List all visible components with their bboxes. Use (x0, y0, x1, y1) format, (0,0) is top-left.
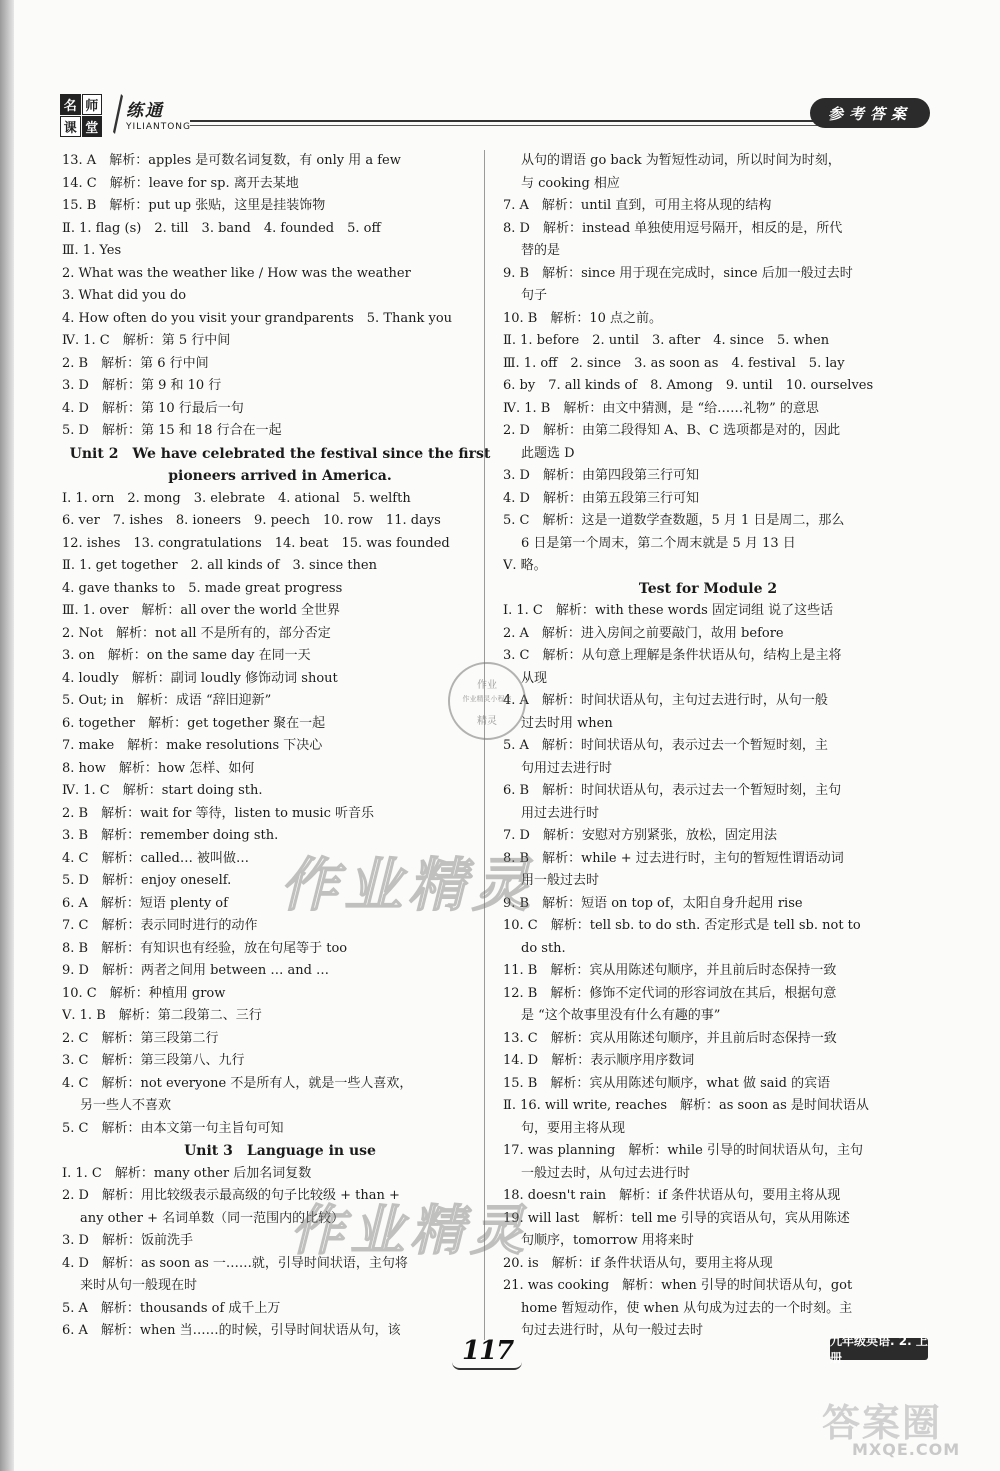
right-column (503, 150, 913, 1343)
section-badge: 参考答案 (810, 98, 930, 128)
answer-line: 4. gave thanks to 5. made great progress (62, 580, 343, 596)
answer-line: 9. B 解析：since 用于现在完成时，since 后加一般过去时 (503, 265, 853, 281)
answer-line: 2. B 解析：wait for 等待，listen to music 听音乐 (62, 805, 375, 821)
answer-line: 3. B 解析：remember doing sth. (62, 828, 279, 843)
answer-line: 7. A 解析：until 直到，可用主将从现的结构 (503, 198, 772, 213)
answer-line: 6. by 7. all kinds of 8. Among 9. until 10. ourselves (503, 378, 874, 393)
book-tag: 九年级英语. 2. 上册 (830, 1334, 928, 1365)
column-divider (484, 150, 485, 1340)
logo-char: 课 (60, 116, 81, 137)
answer-line: Ⅱ. 1. get together 2. all kinds of 3. since then (62, 558, 377, 573)
answer-line: 13. A 解析：apples 是可数名词复数，有 only 用 a few (62, 153, 401, 168)
corner-watermark (822, 1392, 992, 1466)
answer-line: 5. C 解析：由本文第一句主旨句可知 (62, 1120, 284, 1136)
answer-line: Ⅲ. 1. off 2. since 3. as soon as 4. festival 5. lay (503, 355, 845, 371)
answer-line: do sth. (521, 940, 566, 956)
brand-subtitle: YILIANTONG (126, 122, 191, 132)
answer-line: 8. how 解析：how 怎样、如何 (62, 760, 255, 776)
watermark-text: 作业精灵 (280, 851, 537, 919)
answer-line: 一般过去时，从句过去进行时 (521, 1165, 691, 1181)
answer-line: 3. on 解析：on the same day 在同一天 (62, 648, 311, 663)
answer-line: 是 “这个故事里没有什么有趣的事” (521, 1008, 721, 1023)
answer-line: 5. A 解析：时间状语从句，表示过去一个暂短时刻，主 (503, 738, 828, 753)
brand-title: 练通 (126, 101, 164, 121)
answer-line: 2. Not 解析：not all 不是所有的，部分否定 (62, 625, 331, 641)
answer-line: 3. D 解析：第 9 和 10 行 (62, 378, 222, 393)
answer-line: 18. doesn't rain 解析：if 条件状语从句，要用主将从现 (503, 1188, 841, 1203)
stamp-text-top: 作业 (477, 680, 497, 691)
answer-line: 19. will last 解析：tell me 引导的宾语从句，宾从用陈述 (503, 1210, 850, 1226)
answer-line: Ⅲ. 1. over 解析：all over the world 全世界 (62, 603, 341, 618)
answer-line: 来时从句一般现在时 (80, 1278, 198, 1293)
answer-line: Ⅰ. 1. C 解析：with these words 固定词组 说了这些话 (503, 603, 834, 618)
answer-line: 句用过去进行时 (521, 760, 613, 776)
answer-line: 6. together 解析：get together 聚在一起 (62, 715, 326, 731)
corner-watermark-url: MXQE.COM (852, 1440, 961, 1459)
answer-line: Ⅱ. 1. before 2. until 3. after 4. since 5. when (503, 333, 830, 348)
answer-line: 7. C 解析：表示同时进行的动作 (62, 918, 258, 933)
publisher-logo (60, 94, 102, 136)
answer-line: Ⅱ. 16. will write, reaches 解析：as soon as 是时间状语从 (503, 1098, 869, 1113)
answer-line: 5. D 解析：第 15 和 18 行合在一起 (62, 423, 282, 438)
answer-line: 2. What was the weather like / How was the weather (62, 265, 411, 281)
answer-line: 3. C 解析：第三段第八、九行 (62, 1053, 245, 1068)
answer-line: 14. C 解析：leave for sp. 离开去某地 (62, 175, 299, 191)
answer-line: 4. loudly 解析：副词 loudly 修饰动词 shout (62, 670, 338, 686)
answer-line: Ⅴ. 1. B 解析：第二段第二、三行 (62, 1008, 262, 1023)
pen-icon (110, 92, 124, 138)
answer-line: 4. How often do you visit your grandparents 5. Thank you (62, 310, 453, 326)
corner-watermark-title: 答案圈 (822, 1401, 943, 1445)
answer-line: Ⅰ. 1. C 解析：many other 后加名词复数 (62, 1165, 312, 1181)
logo-char: 师 (82, 94, 103, 115)
book-spine-shadow (0, 0, 14, 1471)
section-heading: pioneers arrived in America. (168, 468, 392, 484)
answer-line: 13. C 解析：宾从用陈述句顺序，并且前后时态保持一致 (503, 1030, 837, 1046)
page-header (60, 92, 930, 148)
answer-line: 12. ishes 13. congratulations 14. beat 15. was founded (62, 535, 450, 551)
answer-line: 6 日是第一个周末，第二个周末就是 5 月 13 日 (521, 535, 796, 551)
answer-line: 4. D 解析：as soon as 一……就，引导时间状语，主句将 (62, 1255, 408, 1271)
answer-line: 3. D 解析：由第四段第三行可知 (503, 468, 699, 483)
header-rule-thin (190, 125, 840, 126)
answer-line: 8. B 解析：有知识也有经验，放在句尾等于 too (62, 940, 348, 956)
answer-line: 12. B 解析：修饰不定代词的形容词放在其后，根据句意 (503, 985, 837, 1001)
answer-line: 21. was cooking 解析：when 引导的时间状语从句，got (503, 1278, 853, 1293)
answer-line: 另一些人不喜欢 (80, 1098, 172, 1113)
answer-line: 3. What did you do (62, 288, 187, 303)
answer-line: 用过去进行时 (521, 805, 600, 821)
answer-line: 句，要用主将从现 (521, 1120, 626, 1136)
answer-line: 此题选 D (521, 445, 575, 461)
answer-line: 9. B 解析：短语 on top of，太阳自身升起用 rise (503, 895, 803, 911)
answer-line: Ⅳ. 1. C 解析：start doing sth. (62, 783, 263, 798)
answer-line: 7. make 解析：make resolutions 下决心 (62, 738, 323, 753)
section-heading: Unit 3 Language in use (184, 1143, 376, 1159)
answer-line: 与 cooking 相应 (521, 175, 620, 191)
answer-line: 4. D 解析：第 10 行最后一句 (62, 400, 244, 416)
answer-line: 5. C 解析：这是一道数学查数题，5 月 1 日是周二，那么 (503, 513, 845, 528)
answer-line: 15. B 解析：put up 张贴，这里是挂装饰物 (62, 198, 326, 213)
answer-line: 2. D 解析：用比较级表示最高级的句子比较级 + than + (62, 1188, 400, 1203)
answer-line: 8. B 解析：while + 过去进行时，主句的暂短性谓语动词 (503, 850, 844, 866)
answer-line: 4. A 解析：时间状语从句，主句过去进行时，从句一般 (503, 693, 828, 708)
logo-char: 名 (60, 94, 81, 115)
answer-line: 6. B 解析：时间状语从句，表示过去一个暂短时刻，主句 (503, 783, 842, 798)
answer-line: 句子 (521, 288, 548, 303)
answer-line: 8. D 解析：instead 单独使用逗号隔开，相反的是，所代 (503, 220, 843, 236)
answer-line: 句过去进行时，从句一般过去时 (521, 1323, 704, 1338)
page-number-text: 117 (462, 1336, 514, 1366)
answer-line: 7. D 解析：安慰对方别紧张，放松，固定用法 (503, 828, 777, 843)
watermark-text: 作业精灵 (290, 1199, 530, 1262)
answer-line: Ⅱ. 1. flag (s) 2. till 3. band 4. founded 5. off (62, 220, 381, 236)
answer-line: 20. is 解析：if 条件状语从句，要用主将从现 (503, 1255, 773, 1271)
stamp-text-bottom: 精灵 (477, 716, 497, 727)
answer-line: 从句的谓语 go back 为暂短性动词，所以时间为时刻， (521, 153, 841, 168)
answer-line: any other + 名词单数（同一范围内的比较） (80, 1210, 345, 1226)
open-book-icon (452, 1362, 522, 1370)
answer-line: 6. A 解析：短语 plenty of (62, 895, 228, 911)
answer-line: 15. B 解析：宾从用陈述句顺序，what 做 said 的宾语 (503, 1075, 831, 1091)
answer-line: 5. A 解析：thousands of 成千上万 (62, 1300, 281, 1316)
answer-line: 2. B 解析：第 6 行中间 (62, 355, 209, 371)
answer-line: 5. D 解析：enjoy oneself. (62, 873, 232, 888)
answer-line: 2. A 解析：进入房间之前要敲门，故用 before (503, 625, 784, 641)
section-heading: Unit 2 We have celebrated the festival since the first (69, 445, 491, 462)
answer-line: 6. A 解析：when 当……的时候，引导时间状语从句，该 (62, 1323, 401, 1338)
answer-line: 用一般过去时 (521, 873, 600, 888)
answer-line: 14. D 解析：表示顺序用序数词 (503, 1053, 695, 1068)
answer-line: 4. C 解析：not everyone 不是所有人，就是一些人喜欢， (62, 1075, 413, 1091)
answer-line: Ⅳ. 1. B 解析：由文中猜测，是 “给……礼物” 的意思 (503, 400, 819, 416)
answer-line: Ⅲ. 1. Yes (62, 243, 122, 258)
answer-line: 2. D 解析：由第二段得知 A、B、C 选项都是对的，因此 (503, 423, 841, 438)
watermark-stamp (448, 662, 526, 740)
answer-line: 2. C 解析：第三段第二行 (62, 1030, 219, 1046)
answer-line: Ⅳ. 1. C 解析：第 5 行中间 (62, 333, 231, 348)
page-number (452, 1336, 522, 1370)
header-rule (190, 120, 840, 122)
answer-line: Ⅰ. 1. orn 2. mong 3. elebrate 4. ational 5. welfth (62, 490, 411, 506)
answer-line: 9. D 解析：两者之间用 between … and … (62, 963, 330, 978)
answer-line: 3. C 解析：从句意上理解是条件状语从句，结构上是主将 (503, 648, 842, 663)
section-heading: Test for Module 2 (638, 580, 778, 597)
answer-line: 6. ver 7. ishes 8. ioneers 9. peech 10. row 11. days (62, 513, 441, 528)
answer-line: 3. D 解析：饭前洗手 (62, 1233, 193, 1248)
answer-line: 17. was planning 解析：while 引导的时间状语从句，主句 (503, 1143, 863, 1158)
answer-line: 4. D 解析：由第五段第三行可知 (503, 490, 699, 506)
answer-line: 10. C 解析：种植用 grow (62, 985, 226, 1001)
answer-line: home 暂短动作，使 when 从句成为过去的一个时刻。主 (521, 1300, 853, 1316)
answer-line: 11. B 解析：宾从用陈述句顺序，并且前后时态保持一致 (503, 963, 837, 978)
answer-line: 过去时用 when (521, 715, 613, 731)
stamp-text-mid: 作业精灵小程序 (462, 695, 512, 703)
answer-line: 句顺序，tomorrow 用将来时 (521, 1233, 694, 1248)
answer-line: 5. Out; in 解析：成语 “辞旧迎新” (62, 693, 272, 708)
answer-line: 10. B 解析：10 点之前。 (503, 310, 663, 326)
left-column (62, 150, 498, 1343)
answer-line: 从现 (521, 670, 548, 686)
brand (110, 92, 240, 142)
answer-line: 替的是 (521, 243, 561, 258)
answer-line: 4. C 解析：called… 被叫做… (62, 850, 249, 866)
answer-line: Ⅴ. 略。 (503, 558, 547, 573)
logo-char: 堂 (82, 116, 103, 137)
answer-line: 10. C 解析：tell sb. to do sth. 否定形式是 tell sb. not to (503, 918, 861, 933)
